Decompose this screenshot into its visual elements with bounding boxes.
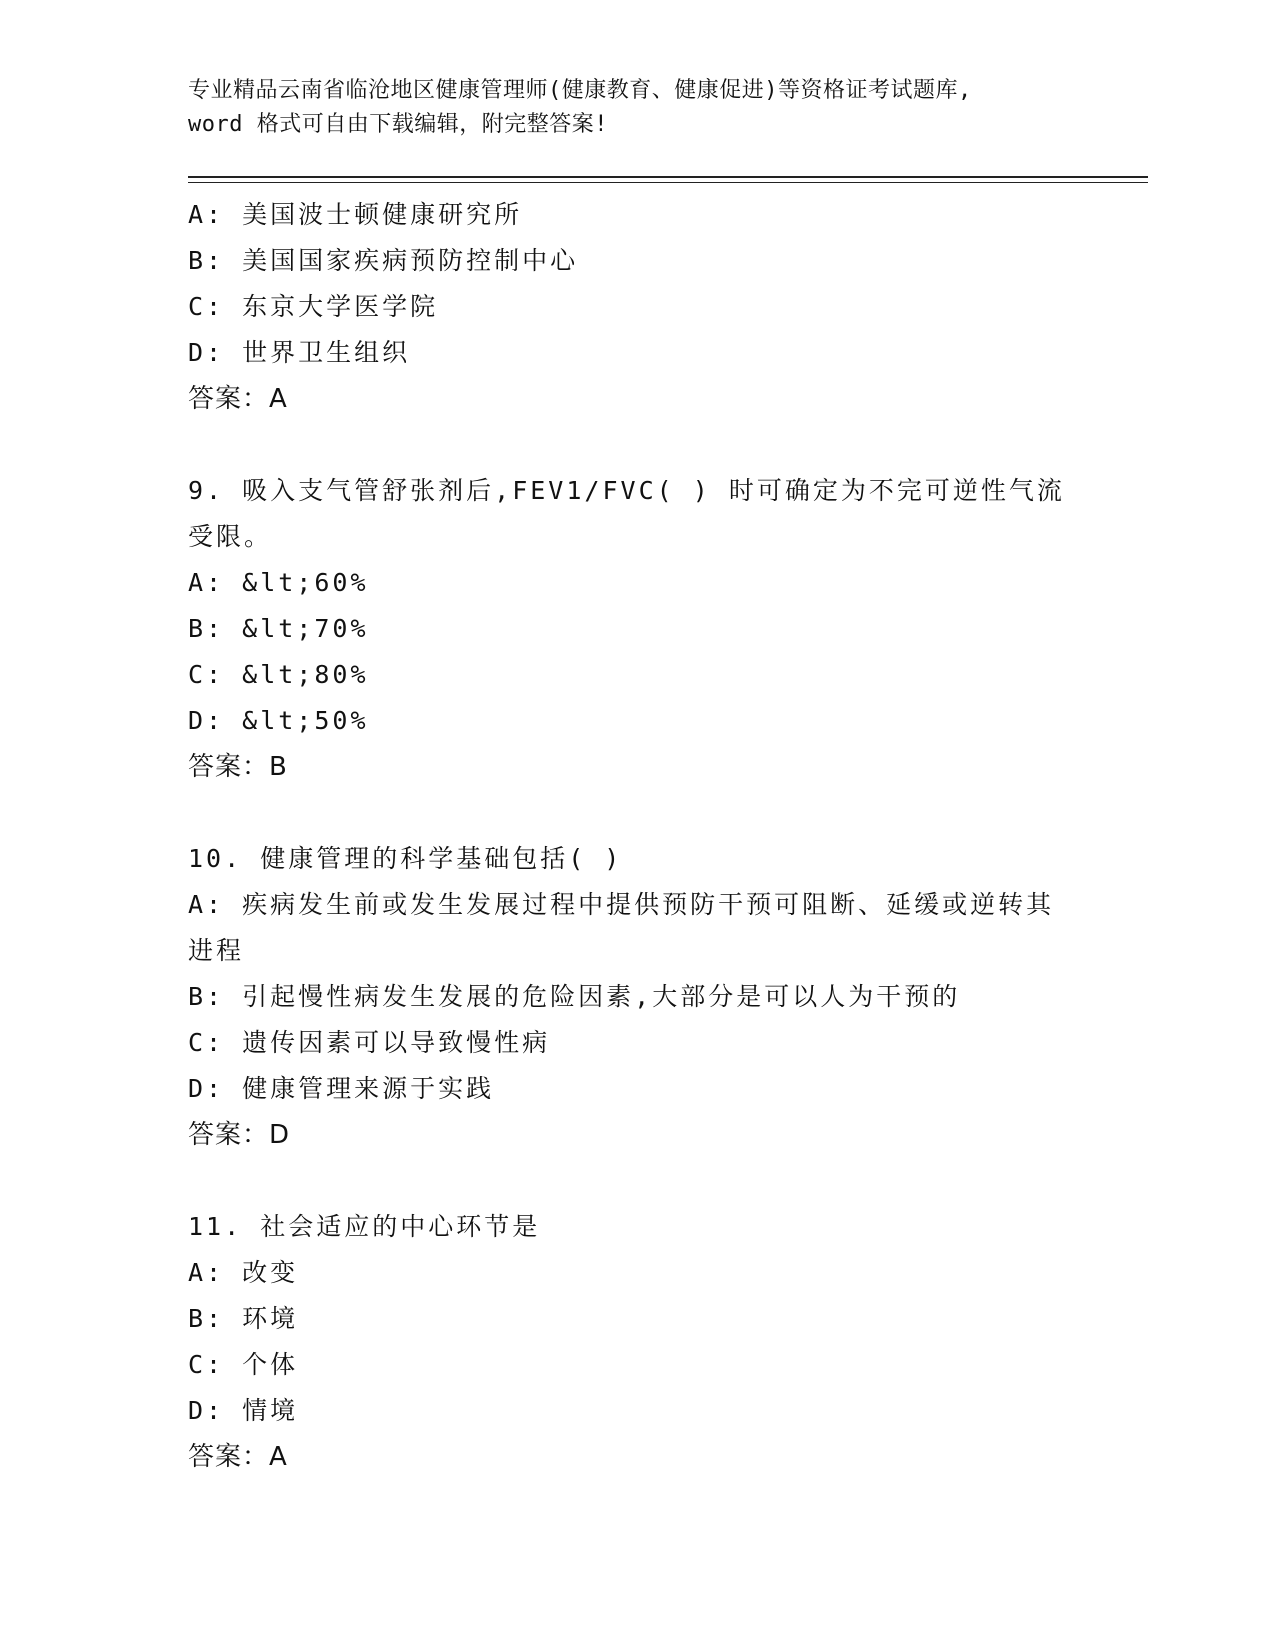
option-c: C: &lt;80% (188, 660, 369, 689)
option-c: C: 东京大学医学院 (188, 292, 439, 321)
question-8 (188, 192, 1088, 422)
option-d: D: 情境 (188, 1396, 299, 1425)
answer-line: 答案：A (188, 1442, 288, 1472)
header-line-1: 专业精品云南省临沧地区健康管理师(健康教育、健康促进)等资格证考试题库, (188, 78, 972, 103)
option-c: C: 遗传因素可以导致慢性病 (188, 1028, 551, 1057)
spacer (188, 1158, 1088, 1204)
option-b: B: 引起慢性病发生发展的危险因素,大部分是可以人为干预的 (188, 982, 961, 1011)
option-b: B: 环境 (188, 1304, 299, 1333)
spacer (188, 790, 1088, 836)
option-a: A: 疾病发生前或发生发展过程中提供预防干预可阻断、延缓或逆转其进程 (188, 890, 1055, 965)
document-header (188, 74, 1088, 142)
question-10 (188, 836, 1088, 1158)
answer-line: 答案：A (188, 384, 288, 414)
answer-line: 答案：B (188, 752, 288, 782)
header-rule-thin (188, 182, 1148, 183)
option-b: B: 美国国家疾病预防控制中心 (188, 246, 579, 275)
option-a: A: 改变 (188, 1258, 299, 1287)
option-d: D: 世界卫生组织 (188, 338, 411, 367)
header-line-2: word 格式可自由下载编辑，附完整答案! (188, 112, 608, 137)
question-11 (188, 1204, 1088, 1480)
answer-line: 答案：D (188, 1120, 291, 1150)
question-9 (188, 468, 1088, 790)
option-c: C: 个体 (188, 1350, 299, 1379)
question-text: 10. 健康管理的科学基础包括( ) (188, 844, 623, 873)
option-a: A: &lt;60% (188, 568, 369, 597)
option-d: D: 健康管理来源于实践 (188, 1074, 495, 1103)
question-text: 9. 吸入支气管舒张剂后,FEV1/FVC( ) 时可确定为不完可逆性气流受限。 (188, 476, 1065, 551)
question-text: 11. 社会适应的中心环节是 (188, 1212, 541, 1241)
option-d: D: &lt;50% (188, 706, 369, 735)
option-b: B: &lt;70% (188, 614, 369, 643)
header-rule-thick (188, 176, 1148, 178)
question-list (188, 192, 1088, 1480)
spacer (188, 422, 1088, 468)
option-a: A: 美国波士顿健康研究所 (188, 200, 523, 229)
